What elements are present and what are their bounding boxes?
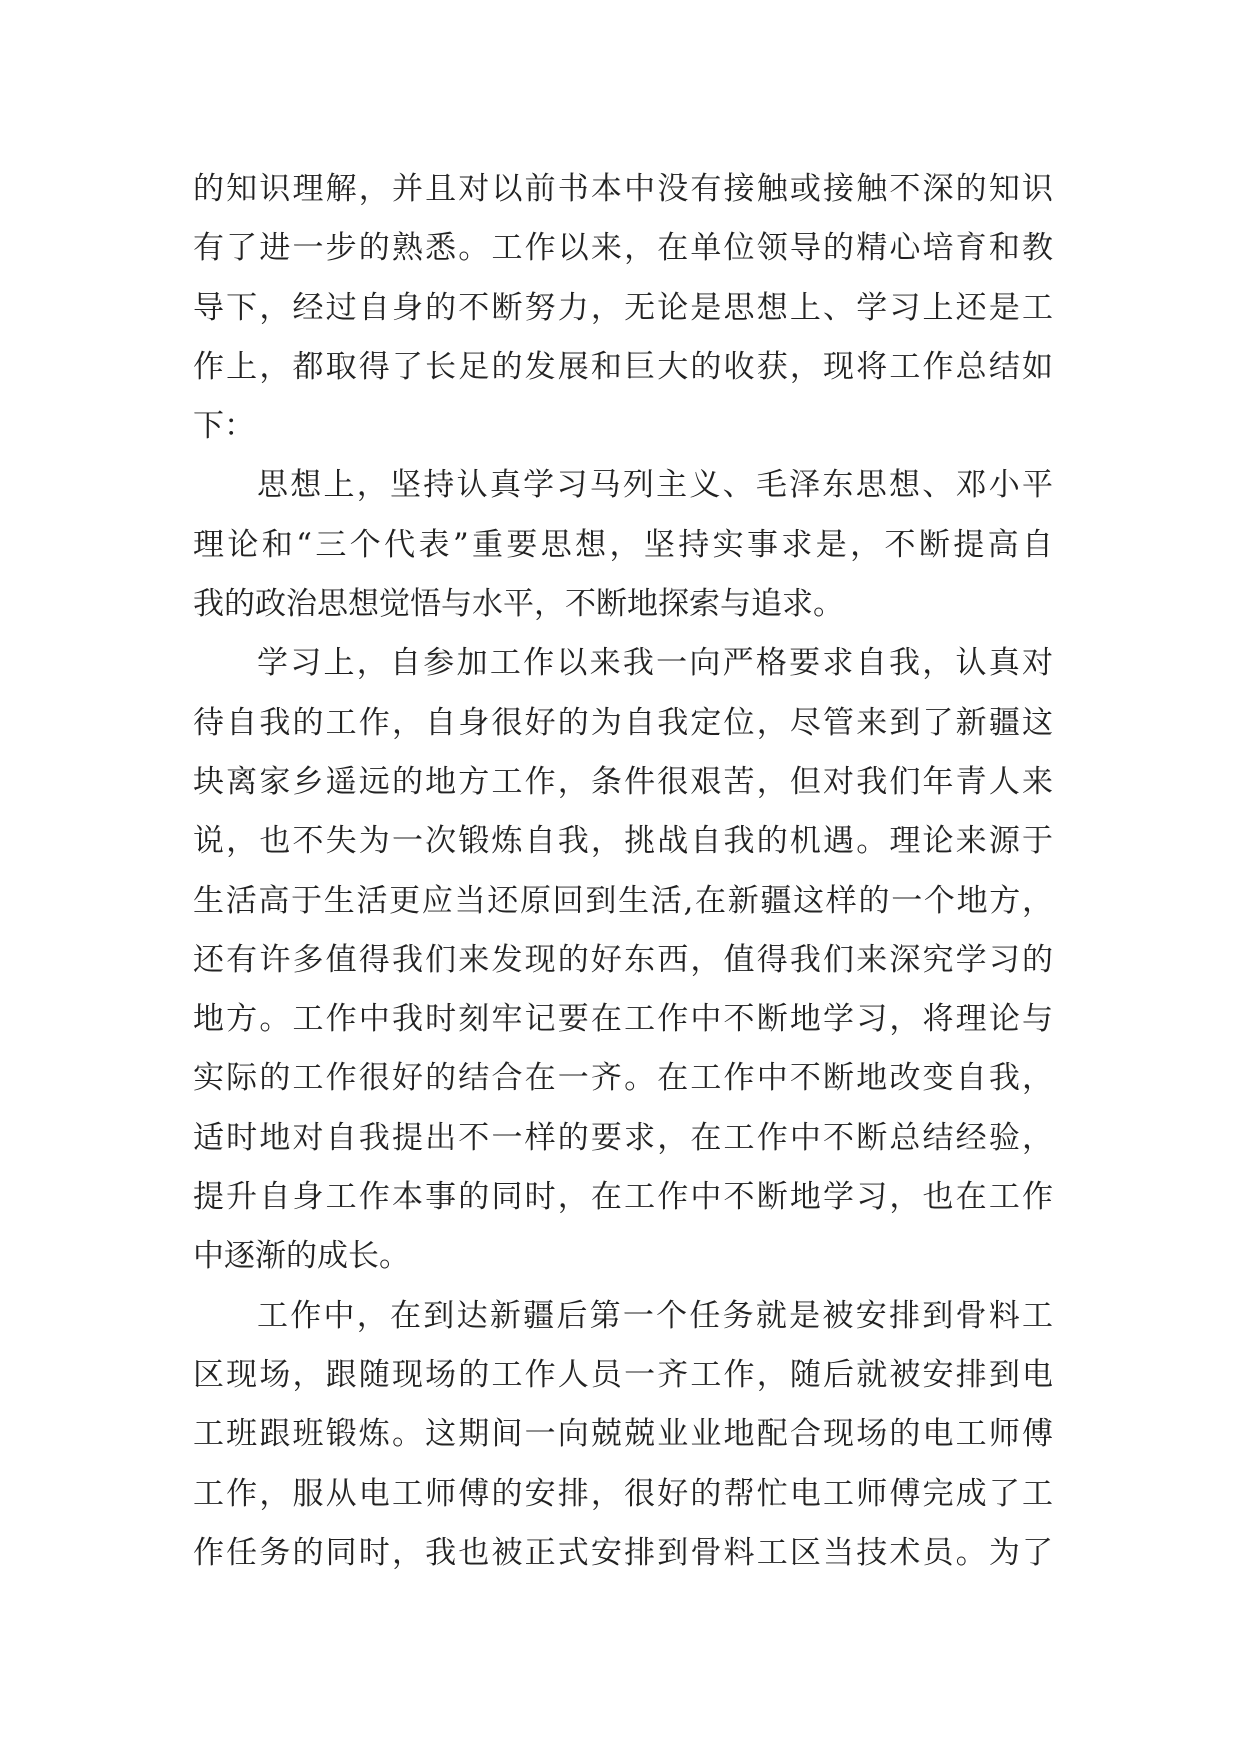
text-line: 思想上，坚持认真学习马列主义、毛泽东思想、邓小平 bbox=[257, 467, 1053, 504]
paragraph-intro bbox=[193, 160, 1053, 456]
paragraph-thought bbox=[193, 456, 1053, 634]
text-line: 区现场，跟随现场的工作人员一齐工作，随后就被安排到电 bbox=[193, 1356, 1053, 1393]
text-line: 下： bbox=[193, 408, 255, 445]
text-line: 工作中，在到达新疆后第一个任务就是被安排到骨料工 bbox=[257, 1297, 1053, 1334]
text-line: 工作，服从电工师傅的安排，很好的帮忙电工师傅完成了工 bbox=[193, 1475, 1053, 1512]
text-line: 作任务的同时，我也被正式安排到骨料工区当技术员。为了 bbox=[193, 1534, 1053, 1571]
text-line: 待自我的工作，自身很好的为自我定位，尽管来到了新疆这 bbox=[193, 704, 1053, 741]
text-line: 导下，经过自身的不断努力，无论是思想上、学习上还是工 bbox=[193, 289, 1053, 326]
text-line: 块离家乡遥远的地方工作，条件很艰苦，但对我们年青人来 bbox=[193, 763, 1053, 800]
text-line: 还有许多值得我们来发现的好东西，值得我们来深究学习的 bbox=[193, 941, 1053, 978]
document-body bbox=[193, 160, 1053, 1583]
text-line: 工班跟班锻炼。这期间一向兢兢业业地配合现场的电工师傅 bbox=[193, 1416, 1053, 1453]
text-line: 有了进一步的熟悉。工作以来，在单位领导的精心培育和教 bbox=[193, 230, 1053, 267]
text-line: 的知识理解，并且对以前书本中没有接触或接触不深的知识 bbox=[193, 171, 1053, 207]
text-line: 实际的工作很好的结合在一齐。在工作中不断地改变自我， bbox=[193, 1060, 1053, 1097]
text-line: 提升自身工作本事的同时，在工作中不断地学习，也在工作 bbox=[193, 1179, 1053, 1216]
text-line: 我的政治思想觉悟与水平，不断地探索与追求。 bbox=[193, 586, 844, 623]
paragraph-work bbox=[193, 1287, 1053, 1583]
text-line: 适时地对自我提出不一样的要求，在工作中不断总结经验， bbox=[193, 1119, 1053, 1156]
text-line: 中逐渐的成长。 bbox=[193, 1238, 410, 1275]
text-line: 理论和“三个代表”重要思想，坚持实事求是，不断提高自 bbox=[193, 526, 1053, 563]
paragraph-study bbox=[193, 634, 1053, 1286]
text-line: 生活高于生活更应当还原回到生活,在新疆这样的一个地方， bbox=[193, 882, 1053, 919]
text-line: 学习上，自参加工作以来我一向严格要求自我，认真对 bbox=[257, 645, 1053, 682]
text-line: 地方。工作中我时刻牢记要在工作中不断地学习，将理论与 bbox=[193, 1001, 1053, 1038]
text-line: 说，也不失为一次锻炼自我，挑战自我的机遇。理论来源于 bbox=[193, 823, 1053, 860]
text-line: 作上，都取得了长足的发展和巨大的收获，现将工作总结如 bbox=[193, 348, 1053, 385]
